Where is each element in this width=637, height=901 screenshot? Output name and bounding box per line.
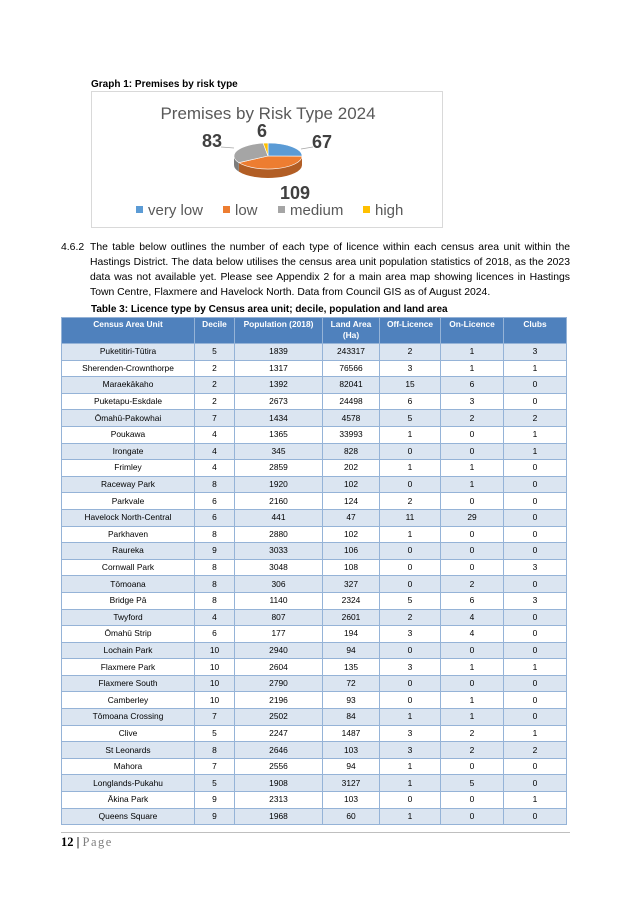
table-row — [62, 808, 567, 825]
cell-land-area: 194 — [323, 626, 380, 643]
legend-label-very-low: very low — [148, 202, 204, 219]
table-row — [62, 792, 567, 809]
table-caption: Table 3: Licence type by Census area unit; decile, population and land area — [91, 304, 448, 315]
data-label-low: 109 — [279, 183, 311, 203]
cell-off-licence: 2 — [380, 609, 441, 626]
cell-off-licence: 2 — [380, 493, 441, 510]
cell-off-licence: 11 — [380, 509, 441, 526]
cell-land-area: 103 — [323, 792, 380, 809]
page-number: 12 — [61, 835, 74, 849]
cell-clubs: 3 — [504, 344, 567, 361]
cell-population: 2646 — [235, 742, 323, 759]
cell-land-area: 124 — [323, 493, 380, 510]
cell-on-licence: 0 — [441, 675, 504, 692]
cell-off-licence: 1 — [380, 808, 441, 825]
cell-off-licence: 1 — [380, 709, 441, 726]
cell-decile: 10 — [195, 692, 235, 709]
table-row — [62, 509, 567, 526]
cell-census-area-unit: Sherenden-Crownthorpe — [62, 360, 195, 377]
cell-population: 1968 — [235, 808, 323, 825]
table-row — [62, 725, 567, 742]
table-body — [62, 344, 567, 825]
cell-population: 1392 — [235, 377, 323, 394]
cell-land-area: 103 — [323, 742, 380, 759]
cell-clubs: 1 — [504, 725, 567, 742]
table-row — [62, 476, 567, 493]
cell-land-area: 94 — [323, 758, 380, 775]
cell-clubs: 0 — [504, 758, 567, 775]
cell-population: 1434 — [235, 410, 323, 427]
table-row — [62, 626, 567, 643]
cell-census-area-unit: Raceway Park — [62, 476, 195, 493]
cell-census-area-unit: Parkhaven — [62, 526, 195, 543]
cell-census-area-unit: Ōmahū Strip — [62, 626, 195, 643]
cell-population: 807 — [235, 609, 323, 626]
table-header-row — [62, 318, 567, 344]
cell-population: 2880 — [235, 526, 323, 543]
cell-population: 2673 — [235, 393, 323, 410]
cell-land-area: 2324 — [323, 592, 380, 609]
legend-label-medium: medium — [290, 202, 344, 219]
pie-chart-svg — [92, 92, 444, 229]
cell-clubs: 0 — [504, 626, 567, 643]
cell-decile: 10 — [195, 642, 235, 659]
paragraph-text: The table below outlines the number of each type of licence within each census area unit within the Hastings District. The data below utilises the census area unit population statistics of 2018, as the 2023 data was not available yet. Please see Appendix 2 for a main area map showing licences in Hastings Town Centre, Flaxmere and Havelock North. Data from Council GIS as of August 2024. — [90, 242, 570, 298]
cell-census-area-unit: Mahora — [62, 758, 195, 775]
cell-decile: 6 — [195, 493, 235, 510]
header-clubs: Clubs — [504, 318, 567, 344]
cell-on-licence: 0 — [441, 543, 504, 560]
cell-decile: 4 — [195, 443, 235, 460]
pie-chart — [91, 91, 443, 228]
cell-decile: 2 — [195, 377, 235, 394]
cell-decile: 9 — [195, 543, 235, 560]
cell-clubs: 0 — [504, 509, 567, 526]
cell-census-area-unit: Tōmoana Crossing — [62, 709, 195, 726]
graph-caption: Graph 1: Premises by risk type — [91, 79, 238, 90]
cell-population: 3033 — [235, 543, 323, 560]
cell-population: 2196 — [235, 692, 323, 709]
table-row — [62, 543, 567, 560]
cell-off-licence: 3 — [380, 742, 441, 759]
page-separator: | — [76, 835, 80, 849]
cell-off-licence: 0 — [380, 443, 441, 460]
cell-land-area: 60 — [323, 808, 380, 825]
header-on-licence: On-Licence — [441, 318, 504, 344]
cell-on-licence: 4 — [441, 609, 504, 626]
cell-on-licence: 2 — [441, 410, 504, 427]
cell-off-licence: 0 — [380, 559, 441, 576]
cell-off-licence: 1 — [380, 775, 441, 792]
cell-land-area: 106 — [323, 543, 380, 560]
cell-census-area-unit: Bridge Pā — [62, 592, 195, 609]
cell-population: 1839 — [235, 344, 323, 361]
footer-divider — [61, 832, 570, 833]
cell-on-licence: 0 — [441, 792, 504, 809]
cell-on-licence: 0 — [441, 493, 504, 510]
cell-land-area: 108 — [323, 559, 380, 576]
table-row — [62, 709, 567, 726]
cell-on-licence: 0 — [441, 559, 504, 576]
cell-clubs: 0 — [504, 476, 567, 493]
cell-land-area: 102 — [323, 526, 380, 543]
cell-land-area: 135 — [323, 659, 380, 676]
cell-on-licence: 2 — [441, 742, 504, 759]
legend-label-low: low — [235, 202, 258, 219]
table-row — [62, 410, 567, 427]
cell-off-licence: 3 — [380, 626, 441, 643]
cell-clubs: 2 — [504, 410, 567, 427]
cell-census-area-unit: Twyford — [62, 609, 195, 626]
table-row — [62, 559, 567, 576]
leader-line — [221, 147, 234, 148]
cell-clubs: 0 — [504, 576, 567, 593]
cell-land-area: 828 — [323, 443, 380, 460]
cell-decile: 7 — [195, 758, 235, 775]
table-row — [62, 659, 567, 676]
cell-decile: 9 — [195, 808, 235, 825]
cell-land-area: 72 — [323, 675, 380, 692]
cell-decile: 5 — [195, 344, 235, 361]
cell-land-area: 2601 — [323, 609, 380, 626]
cell-census-area-unit: Lochain Park — [62, 642, 195, 659]
cell-population: 177 — [235, 626, 323, 643]
table-row — [62, 775, 567, 792]
cell-clubs: 0 — [504, 675, 567, 692]
cell-decile: 8 — [195, 742, 235, 759]
cell-census-area-unit: Puketitiri-Tūtira — [62, 344, 195, 361]
cell-on-licence: 1 — [441, 709, 504, 726]
cell-off-licence: 0 — [380, 543, 441, 560]
cell-decile: 4 — [195, 609, 235, 626]
cell-census-area-unit: Flaxmere South — [62, 675, 195, 692]
cell-census-area-unit: Puketapu-Eskdale — [62, 393, 195, 410]
chart-title: Premises by Risk Type 2024 — [160, 104, 376, 123]
cell-census-area-unit: Havelock North-Central — [62, 509, 195, 526]
cell-clubs: 0 — [504, 775, 567, 792]
cell-clubs: 1 — [504, 360, 567, 377]
cell-clubs: 1 — [504, 443, 567, 460]
table-row — [62, 675, 567, 692]
table-row — [62, 393, 567, 410]
cell-clubs: 0 — [504, 460, 567, 477]
header-population: Population (2018) — [235, 318, 323, 344]
legend-swatch-medium — [278, 206, 285, 213]
cell-clubs: 3 — [504, 559, 567, 576]
cell-population: 2313 — [235, 792, 323, 809]
cell-clubs: 0 — [504, 642, 567, 659]
cell-on-licence: 0 — [441, 426, 504, 443]
cell-off-licence: 5 — [380, 592, 441, 609]
cell-clubs: 0 — [504, 709, 567, 726]
cell-population: 2556 — [235, 758, 323, 775]
cell-on-licence: 2 — [441, 576, 504, 593]
cell-decile: 5 — [195, 725, 235, 742]
cell-population: 2604 — [235, 659, 323, 676]
cell-on-licence: 0 — [441, 808, 504, 825]
cell-off-licence: 1 — [380, 526, 441, 543]
cell-population: 2859 — [235, 460, 323, 477]
cell-on-licence: 0 — [441, 526, 504, 543]
cell-on-licence: 2 — [441, 725, 504, 742]
cell-off-licence: 0 — [380, 692, 441, 709]
table-row — [62, 592, 567, 609]
cell-decile: 9 — [195, 792, 235, 809]
cell-on-licence: 4 — [441, 626, 504, 643]
cell-off-licence: 2 — [380, 344, 441, 361]
cell-on-licence: 0 — [441, 642, 504, 659]
cell-decile: 2 — [195, 360, 235, 377]
cell-clubs: 1 — [504, 659, 567, 676]
table-row — [62, 360, 567, 377]
table-row — [62, 460, 567, 477]
cell-census-area-unit: Poukawa — [62, 426, 195, 443]
header-census-area-unit: Census Area Unit — [62, 318, 195, 344]
cell-on-licence: 3 — [441, 393, 504, 410]
cell-decile: 8 — [195, 476, 235, 493]
cell-clubs: 0 — [504, 808, 567, 825]
paragraph-4-6-2 — [61, 240, 570, 300]
table-row — [62, 443, 567, 460]
cell-clubs: 2 — [504, 742, 567, 759]
cell-decile: 8 — [195, 576, 235, 593]
cell-population: 2160 — [235, 493, 323, 510]
cell-on-licence: 1 — [441, 476, 504, 493]
cell-population: 1317 — [235, 360, 323, 377]
cell-census-area-unit: Ākina Park — [62, 792, 195, 809]
legend-swatch-very-low — [136, 206, 143, 213]
cell-population: 441 — [235, 509, 323, 526]
cell-land-area: 24498 — [323, 393, 380, 410]
cell-land-area: 47 — [323, 509, 380, 526]
cell-census-area-unit: Irongate — [62, 443, 195, 460]
cell-clubs: 0 — [504, 377, 567, 394]
table-row — [62, 692, 567, 709]
cell-census-area-unit: Queens Square — [62, 808, 195, 825]
cell-census-area-unit: Frimley — [62, 460, 195, 477]
cell-on-licence: 1 — [441, 692, 504, 709]
cell-on-licence: 1 — [441, 460, 504, 477]
cell-off-licence: 5 — [380, 410, 441, 427]
data-label-high: 6 — [256, 121, 268, 141]
cell-census-area-unit: Maraekākaho — [62, 377, 195, 394]
table-row — [62, 344, 567, 361]
page-label: Page — [82, 835, 113, 849]
cell-off-licence: 0 — [380, 476, 441, 493]
cell-land-area: 243317 — [323, 344, 380, 361]
page-footer — [61, 835, 113, 850]
cell-population: 1140 — [235, 592, 323, 609]
paragraph-number: 4.6.2 — [61, 242, 85, 253]
cell-census-area-unit: Camberley — [62, 692, 195, 709]
cell-decile: 2 — [195, 393, 235, 410]
cell-decile: 4 — [195, 460, 235, 477]
cell-decile: 7 — [195, 709, 235, 726]
cell-clubs: 1 — [504, 792, 567, 809]
cell-census-area-unit: Flaxmere Park — [62, 659, 195, 676]
table-row — [62, 609, 567, 626]
cell-clubs: 0 — [504, 609, 567, 626]
cell-off-licence: 1 — [380, 460, 441, 477]
cell-land-area: 202 — [323, 460, 380, 477]
table-row — [62, 576, 567, 593]
cell-census-area-unit: Clive — [62, 725, 195, 742]
cell-population: 345 — [235, 443, 323, 460]
header-off-licence: Off-Licence — [380, 318, 441, 344]
table-row — [62, 642, 567, 659]
cell-off-licence: 3 — [380, 725, 441, 742]
cell-decile: 10 — [195, 659, 235, 676]
cell-on-licence: 29 — [441, 509, 504, 526]
cell-population: 3048 — [235, 559, 323, 576]
cell-census-area-unit: Ōmahū-Pakowhai — [62, 410, 195, 427]
cell-on-licence: 1 — [441, 360, 504, 377]
cell-clubs: 0 — [504, 692, 567, 709]
table-row — [62, 426, 567, 443]
cell-decile: 7 — [195, 410, 235, 427]
cell-census-area-unit: Cornwall Park — [62, 559, 195, 576]
cell-clubs: 0 — [504, 543, 567, 560]
cell-population: 2502 — [235, 709, 323, 726]
cell-decile: 10 — [195, 675, 235, 692]
cell-land-area: 327 — [323, 576, 380, 593]
table-row — [62, 758, 567, 775]
cell-population: 306 — [235, 576, 323, 593]
cell-clubs: 0 — [504, 493, 567, 510]
cell-on-licence: 1 — [441, 659, 504, 676]
cell-off-licence: 0 — [380, 642, 441, 659]
cell-land-area: 3127 — [323, 775, 380, 792]
cell-decile: 4 — [195, 426, 235, 443]
cell-census-area-unit: Raureka — [62, 543, 195, 560]
cell-decile: 8 — [195, 526, 235, 543]
cell-off-licence: 0 — [380, 576, 441, 593]
legend-swatch-low — [223, 206, 230, 213]
cell-land-area: 102 — [323, 476, 380, 493]
data-label-very-low: 67 — [311, 132, 333, 152]
legend-label-high: high — [375, 202, 404, 219]
cell-clubs: 3 — [504, 592, 567, 609]
cell-on-licence: 5 — [441, 775, 504, 792]
cell-land-area: 4578 — [323, 410, 380, 427]
cell-land-area: 1487 — [323, 725, 380, 742]
cell-population: 1920 — [235, 476, 323, 493]
cell-on-licence: 6 — [441, 377, 504, 394]
cell-clubs: 0 — [504, 526, 567, 543]
cell-off-licence: 6 — [380, 393, 441, 410]
table-row — [62, 742, 567, 759]
cell-off-licence: 0 — [380, 792, 441, 809]
cell-land-area: 94 — [323, 642, 380, 659]
cell-clubs: 1 — [504, 426, 567, 443]
data-label-medium: 83 — [201, 131, 223, 151]
cell-clubs: 0 — [504, 393, 567, 410]
cell-land-area: 33993 — [323, 426, 380, 443]
cell-land-area: 76566 — [323, 360, 380, 377]
cell-decile: 6 — [195, 509, 235, 526]
cell-on-licence: 1 — [441, 344, 504, 361]
cell-land-area: 82041 — [323, 377, 380, 394]
cell-census-area-unit: Longlands-Pukahu — [62, 775, 195, 792]
cell-census-area-unit: St Leonards — [62, 742, 195, 759]
header-decile: Decile — [195, 318, 235, 344]
cell-off-licence: 1 — [380, 758, 441, 775]
cell-population: 1908 — [235, 775, 323, 792]
table-row — [62, 493, 567, 510]
cell-land-area: 84 — [323, 709, 380, 726]
cell-census-area-unit: Parkvale — [62, 493, 195, 510]
cell-population: 2940 — [235, 642, 323, 659]
cell-population: 2247 — [235, 725, 323, 742]
cell-off-licence: 0 — [380, 675, 441, 692]
cell-off-licence: 15 — [380, 377, 441, 394]
header-land-area: Land Area (Ha) — [323, 318, 380, 344]
cell-land-area: 93 — [323, 692, 380, 709]
licence-table — [61, 317, 567, 825]
pie-slice-very-low — [268, 143, 302, 156]
cell-off-licence: 3 — [380, 659, 441, 676]
cell-population: 2790 — [235, 675, 323, 692]
cell-on-licence: 0 — [441, 443, 504, 460]
cell-decile: 8 — [195, 592, 235, 609]
cell-off-licence: 1 — [380, 426, 441, 443]
table-row — [62, 526, 567, 543]
cell-census-area-unit: Tōmoana — [62, 576, 195, 593]
cell-on-licence: 0 — [441, 758, 504, 775]
table-row — [62, 377, 567, 394]
cell-on-licence: 6 — [441, 592, 504, 609]
cell-decile: 6 — [195, 626, 235, 643]
cell-decile: 8 — [195, 559, 235, 576]
cell-decile: 5 — [195, 775, 235, 792]
cell-off-licence: 3 — [380, 360, 441, 377]
cell-population: 1365 — [235, 426, 323, 443]
legend-swatch-high — [363, 206, 370, 213]
